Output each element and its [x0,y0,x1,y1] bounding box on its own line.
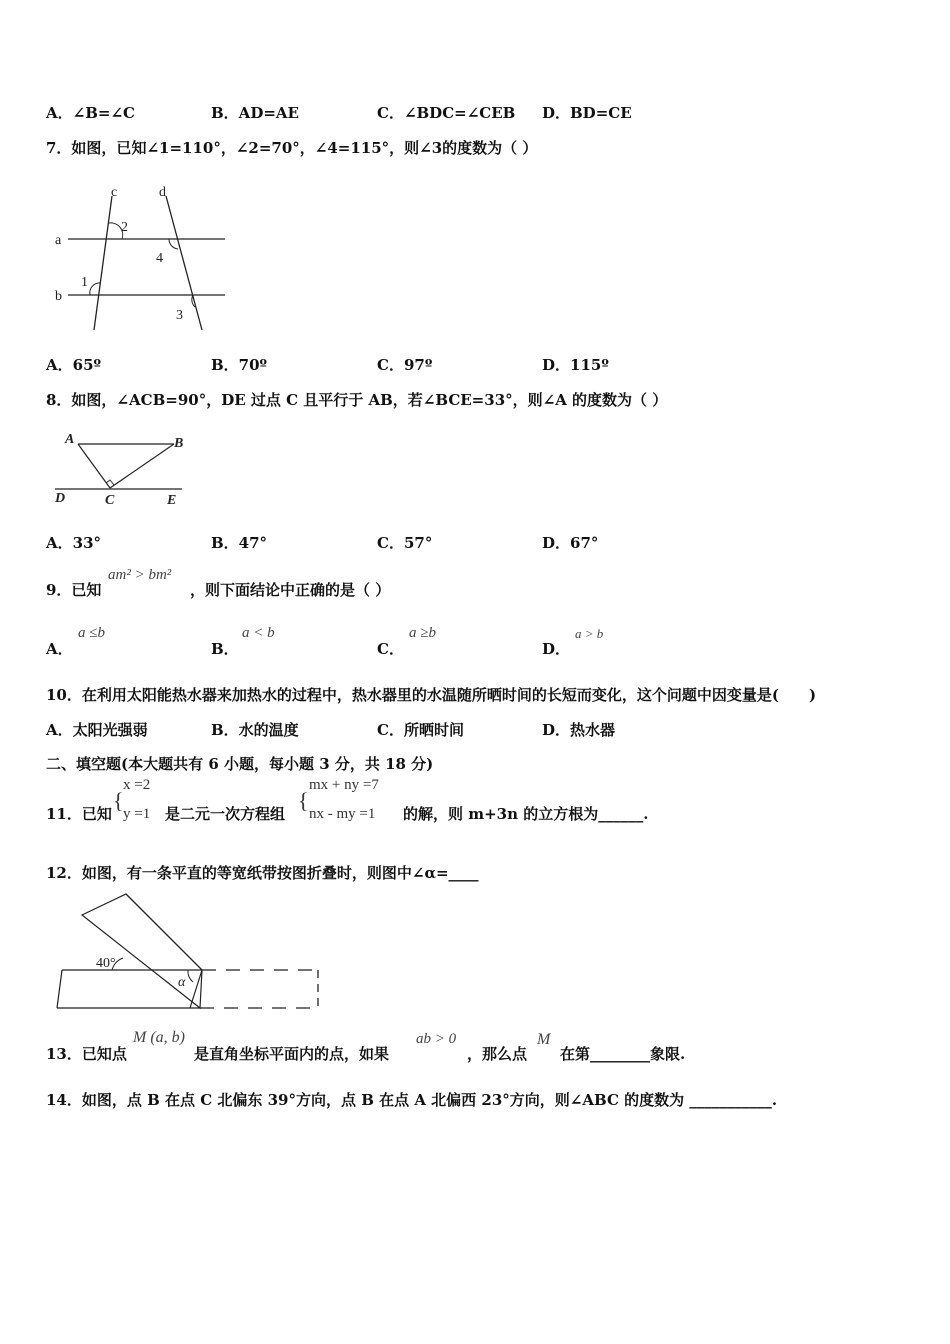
q7-figure [50,178,240,338]
q10-option-c: C．所晒时间 [377,721,464,739]
q9-option-c-math: a ≥b [409,625,436,641]
q7-label-2: 2 [121,220,128,235]
q12-stem: 12．如图，有一条平直的等宽纸带按图折叠时，则图中∠α=____ [46,864,479,882]
q11-solution-brace: { [113,788,124,813]
section2-title: 二、填空题(本大题共有 6 小题，每小题 3 分，共 18 分) [46,755,434,773]
q9-condition: am² > bm² [108,567,172,583]
q11-middle: 是二元一次方程组 [165,805,286,823]
q10-option-a: A．太阳光强弱 [46,721,148,739]
q7-option-c: C．97º [377,356,433,374]
q8-option-d: D．67° [542,534,599,552]
q7-label-d: d [159,185,166,200]
q7-label-c: c [111,185,118,200]
q11-prefix: 11．已知 [46,805,112,823]
q13-suffix: 在第________象限. [560,1045,686,1063]
q9-option-b-math: a < b [242,625,275,641]
q11-system-line2: nx - my =1 [309,806,376,822]
q12-label-40: 40° [96,956,116,971]
q13-middle: 是直角坐标平面内的点，如果 [194,1045,390,1063]
q6-option-b: B．AD=AE [211,104,299,122]
q6-option-d: D．BD=CE [542,104,632,122]
q9-stem-prefix: 9．已知 [46,581,102,599]
q9-option-b-letter: B． [211,640,239,658]
q11-suffix: 的解，则 m+3n 的立方根为______. [403,805,649,823]
q14-stem: 14．如图，点 B 在点 C 北偏东 39°方向，点 B 在点 A 北偏西 23°方向，则∠ABC 的度数为 ___________. [46,1091,778,1109]
q13-condition: ab > 0 [416,1031,457,1047]
q9-option-a-letter: A． [46,640,73,658]
q6-option-a: A．∠B=∠C [46,104,135,122]
q8-figure [50,425,200,515]
q13-middle2: ，那么点 [467,1045,528,1063]
q7-stem: 7．如图，已知∠1=110°，∠2=70°，∠4=115°，则∠3的度数为（ ） [46,139,538,157]
q7-label-a: a [55,233,62,248]
q11-system-brace: { [298,788,309,813]
q9-option-d-math: a > b [575,626,604,641]
q12-figure [50,890,330,1020]
q13-point-name: M [537,1031,551,1048]
q7-label-3: 3 [176,308,183,323]
q7-option-d: D．115º [542,356,609,374]
q6-option-c: C．∠BDC=∠CEB [377,104,516,122]
q8-option-c: C．57° [377,534,433,552]
q9-option-d-letter: D． [542,640,571,658]
q9-option-c-letter: C． [377,640,404,658]
q11-solution-line1: x =2 [123,777,151,793]
q10-option-b: B．水的温度 [211,721,299,739]
q7-label-b: b [55,289,62,304]
q8-option-b: B．47° [211,534,268,552]
q13-point: M (a, b) [133,1029,185,1046]
q8-stem: 8．如图，∠ACB=90°，DE 过点 C 且平行于 AB，若∠BCE=33°，则∠A 的度数为（ ） [46,391,668,409]
q7-option-a: A．65º [46,356,102,374]
q9-stem-suffix: ，则下面结论中正确的是（ ） [190,581,391,599]
q8-label-b: B [174,436,184,451]
q8-label-c: C [105,493,115,508]
q8-label-e: E [167,493,177,508]
q12-label-alpha: α [178,975,186,990]
q9-option-a-math: a ≤b [78,625,105,641]
q11-solution-line2: y =1 [123,806,151,822]
q13-prefix: 13．已知点 [46,1045,127,1063]
q10-stem: 10．在利用太阳能热水器来加热水的过程中，热水器里的水温随所晒时间的长短而变化，这个问题中因变量是( ) [46,686,817,704]
q8-label-d: D [55,491,66,506]
q10-option-d: D．热水器 [542,721,616,739]
q8-option-a: A．33° [46,534,102,552]
q7-label-1: 1 [81,275,88,290]
q7-label-4: 4 [156,251,163,266]
q7-option-b: B．70º [211,356,268,374]
q11-system-line1: mx + ny =7 [309,777,379,793]
q8-label-a: A [65,432,75,447]
